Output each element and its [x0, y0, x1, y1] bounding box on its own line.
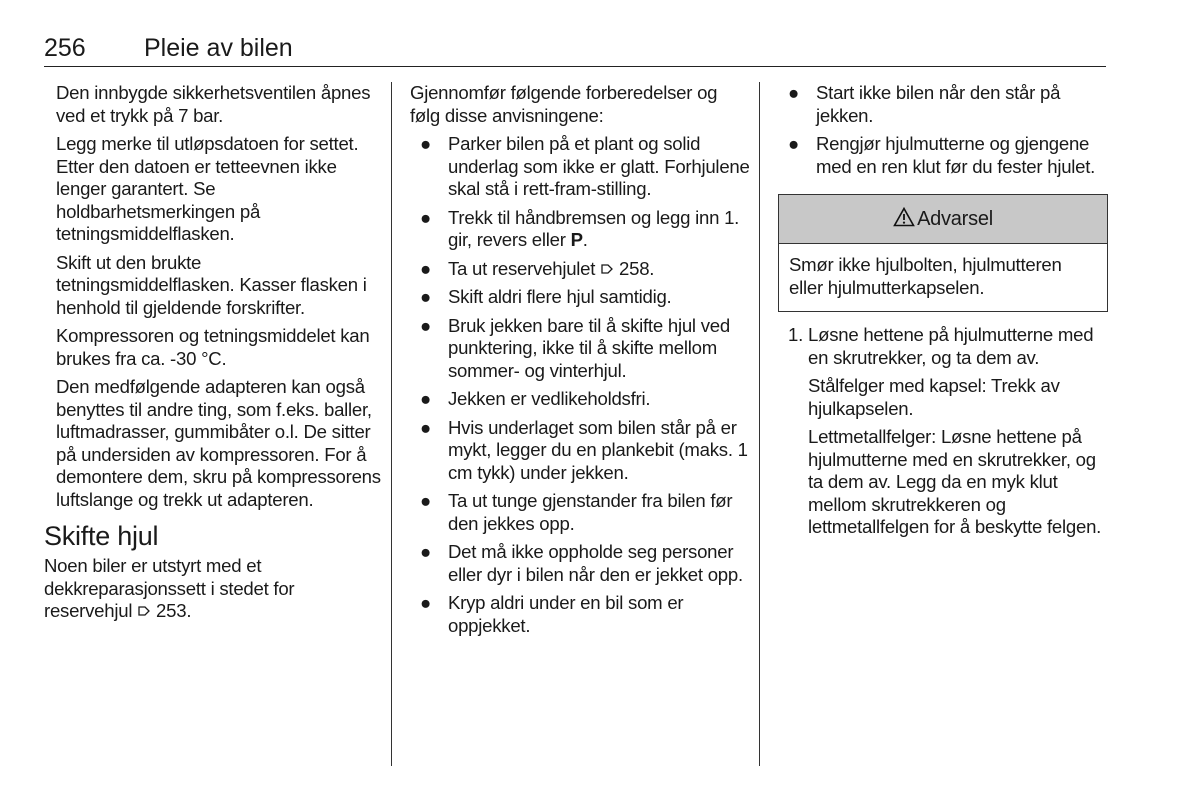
- page-title: Pleie av bilen: [144, 34, 293, 62]
- bullet-icon: ●: [788, 133, 799, 154]
- bullet-icon: ●: [420, 592, 431, 613]
- list-item: [410, 490, 750, 535]
- bullet-icon: ●: [420, 257, 431, 279]
- list-item: [410, 286, 750, 309]
- bullet-list: [778, 82, 1108, 178]
- page-reference: 258.: [619, 257, 655, 279]
- column-2: [410, 82, 750, 643]
- list-item: [410, 541, 750, 586]
- warning-text: Smør ikke hjulbolten, hjulmutteren eller hjulmutterkapselen.: [789, 254, 1062, 298]
- paragraph: Kompressoren og tetningsmiddelet kan brukes fra ca. -30 °C.: [56, 325, 370, 369]
- step-text: Løsne hettene på hjulmutterne med en skrutrekker, og ta dem av.: [808, 324, 1094, 368]
- punctuation: .: [582, 229, 588, 250]
- page-number: 256: [44, 34, 86, 62]
- paragraph: Legg merke til utløpsdatoen for settet. Etter den datoen er tetteevnen ikke lenger garantert. Se holdbarhetsmerkingen på tetningsmiddelflasken.: [56, 133, 359, 244]
- bullet-icon: ●: [420, 133, 431, 154]
- list-item-text: Jekken er vedlikeholdsfri.: [448, 388, 651, 409]
- column-divider: [759, 82, 760, 766]
- step-item: [778, 324, 1108, 539]
- bullet-icon: ●: [420, 314, 431, 336]
- list-item: [778, 82, 1108, 127]
- list-intro: Gjennomfør følgende forberedelser og følg disse anvisningene:: [410, 82, 718, 126]
- section-intro-text: Noen biler er utstyrt med et dekkreparasjonssett i stedet for reservehjul: [44, 555, 295, 621]
- list-item: [410, 133, 750, 201]
- list-item-text: Bruk jekken bare til å skifte hjul ved punktering, ikke til å skifte mellom sommer- og vinterhjul.: [448, 314, 730, 381]
- column-divider: [391, 82, 392, 766]
- warning-header: [779, 195, 1107, 244]
- warning-triangle-icon: [893, 197, 915, 245]
- bullet-icon: ●: [420, 541, 431, 562]
- list-item-text: Skift aldri flere hjul samtidig.: [448, 286, 672, 307]
- section-title: Skifte hjul: [44, 521, 159, 551]
- step-subtext: Stålfelger med kapsel: Trekk av hjulkapselen.: [808, 375, 1060, 419]
- step-number: 1.: [788, 324, 804, 345]
- column-3: [778, 82, 1108, 545]
- list-item: [778, 133, 1108, 178]
- page-ref-arrow-icon: [600, 258, 614, 279]
- bullet-icon: ●: [420, 490, 431, 511]
- list-item: [410, 388, 750, 411]
- warning-box: [778, 194, 1108, 312]
- list-item: [410, 207, 750, 252]
- bullet-icon: ●: [420, 206, 431, 228]
- column-1: [44, 82, 384, 629]
- list-item: [410, 417, 750, 485]
- list-item-text: Ta ut reservehjulet: [448, 257, 596, 279]
- section-intro: [44, 555, 384, 623]
- bullet-icon: ●: [420, 416, 431, 438]
- list-item-text: Start ikke bilen når den står på jekken.: [816, 82, 1061, 126]
- list-item-text: Kryp aldri under en bil som er oppjekket.: [448, 592, 684, 636]
- list-item: [410, 592, 750, 637]
- list-item-text: Det må ikke oppholde seg personer eller dyr i bilen når den er jekket opp.: [448, 541, 743, 585]
- list-item: [410, 258, 750, 281]
- list-item-text: Trekk til håndbremsen og legg inn 1. gir, revers eller: [448, 206, 740, 250]
- step-subtext: Lettmetallfelger: Løsne hettene på hjulmutterne med en skrutrekker, og ta dem av. Legg da en myk klut mellom skrutrekkeren og lettmetallfelgen for å beskytte felgen.: [808, 426, 1102, 537]
- list-item-text: Hvis underlaget som bilen står på er mykt, legger du en plankebit (maks. 1 cm tykk) under jekken.: [448, 416, 748, 483]
- paragraph: Skift ut den brukte tetningsmiddelflasken. Kasser flasken i henhold til gjeldende forskrifter.: [56, 251, 367, 318]
- list-item-text: Rengjør hjulmutterne og gjengene med en ren klut før du fester hjulet.: [816, 133, 1096, 177]
- page-header: [44, 34, 1106, 67]
- paragraph: Den innbygde sikkerhetsventilen åpnes ved et trykk på 7 bar.: [56, 82, 371, 126]
- list-item-text: Parker bilen på et plant og solid underlag som ikke er glatt. Forhjulene skal stå i rett-fram-stilling.: [448, 133, 750, 199]
- warning-title: Advarsel: [917, 208, 993, 230]
- page-ref-arrow-icon: [137, 600, 151, 621]
- step-list: [778, 324, 1108, 539]
- list-item-text: Ta ut tunge gjenstander fra bilen før den jekkes opp.: [448, 490, 733, 534]
- bullet-list: [410, 133, 750, 637]
- gear-reverse-label: P: [570, 229, 583, 250]
- list-item: [410, 315, 750, 383]
- paragraph: Den medfølgende adapteren kan også benyttes til andre ting, som f.eks. baller, luftmadrasser, gummibåter o.l. De sitter på undersiden av kompressoren. For å demontere dem, skru på kompressorens luftslange og trekk ut adapteren.: [56, 376, 381, 510]
- bullet-icon: ●: [420, 286, 431, 307]
- bullet-icon: ●: [788, 82, 799, 103]
- page-reference: 253.: [156, 600, 192, 621]
- bullet-icon: ●: [420, 388, 431, 409]
